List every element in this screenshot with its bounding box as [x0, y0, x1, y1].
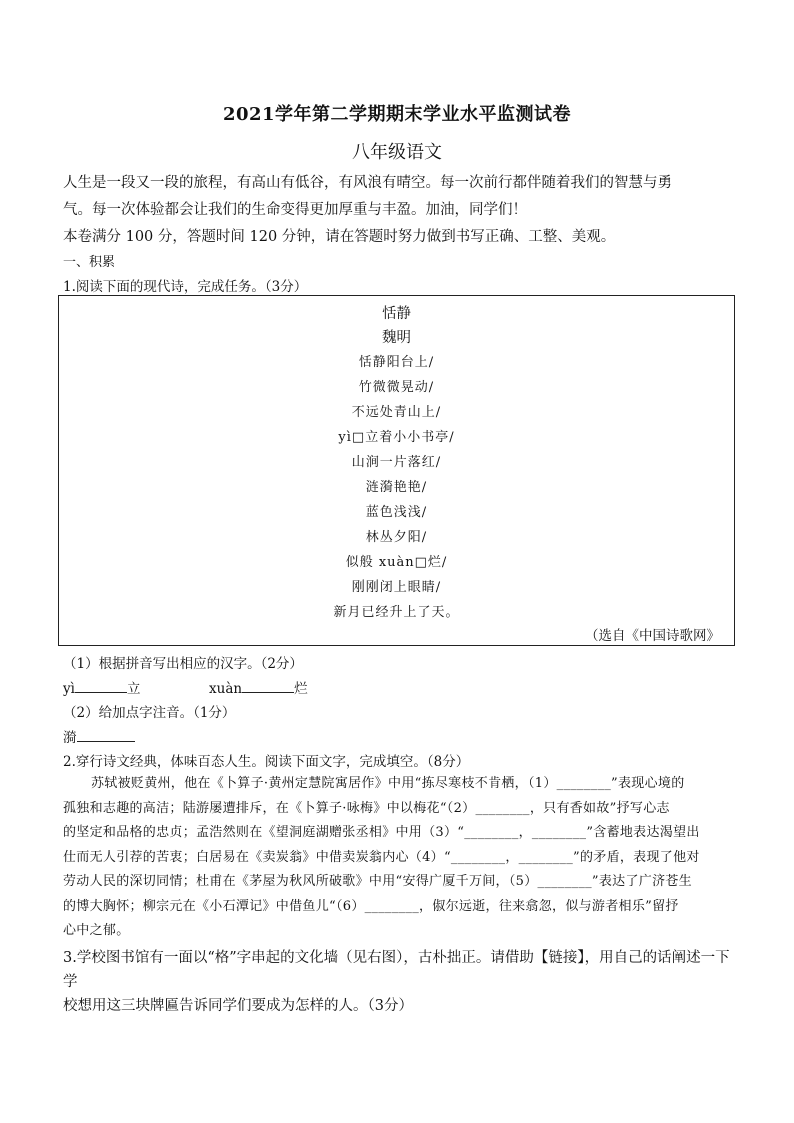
section-heading: 一、积累	[63, 255, 116, 270]
page-subtitle: 八年级语文	[352, 142, 442, 163]
intro-line-1: 人生是一段又一段的旅程，有高山有低谷，有风浪有晴空。每一次前行都伴随着我们的智慧与勇	[63, 175, 672, 191]
passage-line: 的坚定和品格的忠贞；孟浩然则在《望洞庭湖赠张丞相》中用（3）“________，________”含蓄地表达渴望出	[63, 825, 700, 840]
passage-line: 孤独和志趣的高洁；陆游屡遭排斥，在《卜算子·咏梅》中以梅花“（2）________，只有香如故”抒写心志	[63, 800, 670, 816]
question-1-prompt: 1.阅读下面的现代诗，完成任务。（3分）	[63, 279, 308, 295]
passage-line: 的博大胸怀；柳宗元在《小石潭记》中借鱼儿“（6）________，俶尔远逝，往来翕忽，似与游者相乐”留抒	[63, 898, 679, 914]
passage-line: 劳动人民的深切同情；杜甫在《茅屋为秋风所破歌》中用“安得广厦千万间，（5）________”表达了广济苍生	[63, 874, 692, 889]
poem-line: 竹微微晃动/	[358, 380, 435, 395]
answer-blank[interactable]	[75, 678, 127, 693]
answer-blank[interactable]	[77, 727, 135, 742]
question-1-sub-2: （2）给加点字注音。（1分）	[63, 705, 236, 721]
char-b: 烂	[294, 681, 308, 697]
poem-line: 林丛夕阳/	[365, 530, 428, 545]
dotted-char: 漪	[63, 730, 77, 746]
poem-line: 刚刚闭上眼睛/	[351, 580, 442, 595]
intro-line-3: 本卷满分 100 分，答题时间 120 分钟，请在答题时努力做到书写正确、工整、美观。	[63, 229, 616, 245]
question-2-prompt: 2.穿行诗文经典，体味百态人生。阅读下面文字，完成填空。（8分）	[63, 754, 470, 770]
page-title: 2021学年第二学期期末学业水平监测试卷	[222, 104, 572, 125]
pinyin-a: yì	[63, 681, 75, 697]
question-3	[63, 946, 733, 1018]
poem-line: 蓝色浅浅/	[365, 505, 428, 520]
poem-box	[58, 295, 735, 646]
poem-source: （选自《中国诗歌网》	[585, 628, 720, 644]
passage-line: 仕而无人引荐的苦衷；白居易在《卖炭翁》中借卖炭翁内心（4）“________，________”的矛盾，表现了他对	[63, 849, 700, 865]
pinyin-b: xuàn	[209, 681, 243, 697]
poem-author: 魏明	[382, 330, 411, 346]
passage-line	[63, 772, 731, 797]
pinyin-fill-row	[63, 677, 743, 697]
question-3-line-2: 校想用这三块牌匾告诉同学们要成为怎样的人。（3分）	[63, 998, 413, 1014]
poem-line: 涟漪艳艳/	[365, 480, 428, 495]
poem-line: 恬静阳台上/	[358, 355, 435, 370]
intro-line-2: 气。每一次体验都会让我们的生命变得更加厚重与丰盈。加油，同学们！	[63, 202, 527, 218]
poem-line: 山涧一片落红/	[351, 455, 442, 470]
poem-line: 不远处青山上/	[351, 405, 442, 420]
question-1-sub-1: （1）根据拼音写出相应的汉字。（2分）	[63, 656, 303, 672]
poem-line: 新月已经升上了天。	[333, 605, 460, 620]
phonetic-fill-row	[63, 726, 743, 746]
poem-title: 恬静	[382, 306, 411, 322]
poem-line: yì□立着小小书亭/	[338, 430, 455, 445]
question-2-passage	[63, 772, 731, 944]
char-a: 立	[126, 681, 141, 697]
passage-line: 心中之郁。	[63, 923, 130, 938]
question-3-line-1: 3.学校图书馆有一面以“格”字串起的文化墙（见右图），古朴拙正。请借助【链接】，用自己的话阐述一下学	[63, 950, 730, 990]
answer-blank[interactable]	[242, 678, 294, 693]
poem-line: 似般 xuàn□烂/	[345, 555, 448, 570]
passage-text: 苏轼被贬黄州，他在《卜算子·黄州定慧院寓居作》中用“拣尽寒枝不肯栖，（1）________”表现心境的	[91, 776, 685, 791]
